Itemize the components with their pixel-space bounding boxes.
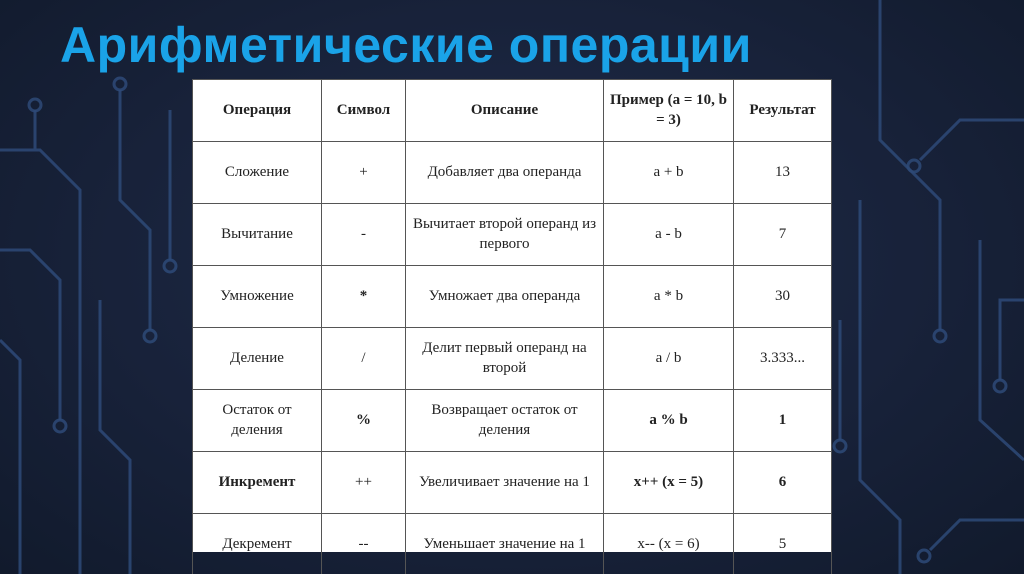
cell-result: 6 <box>734 452 832 514</box>
cell-example: a * b <box>604 266 734 328</box>
cell-description: Возвращает остаток от деления <box>406 390 604 452</box>
cell-description: Увеличивает значение на 1 <box>406 452 604 514</box>
cell-result: 5 <box>734 514 832 574</box>
operations-table-container <box>192 79 831 552</box>
cell-example: x-- (x = 6) <box>604 514 734 574</box>
cell-symbol: + <box>322 142 406 204</box>
header-symbol: Символ <box>322 80 406 142</box>
header-example: Пример (a = 10, b = 3) <box>604 80 734 142</box>
cell-description: Делит первый операнд на второй <box>406 328 604 390</box>
cell-operation: Вычитание <box>193 204 322 266</box>
cell-result: 30 <box>734 266 832 328</box>
cell-example: a + b <box>604 142 734 204</box>
cell-operation: Деление <box>193 328 322 390</box>
cell-operation: Сложение <box>193 142 322 204</box>
cell-result: 7 <box>734 204 832 266</box>
operations-table <box>192 79 832 574</box>
table-row <box>193 204 832 266</box>
table-row <box>193 390 832 452</box>
cell-result: 3.333... <box>734 328 832 390</box>
table-header-row <box>193 80 832 142</box>
cell-operation: Остаток от деления <box>193 390 322 452</box>
cell-operation: Инкремент <box>193 452 322 514</box>
cell-example: a % b <box>604 390 734 452</box>
cell-symbol: ++ <box>322 452 406 514</box>
slide-title: Арифметические операции <box>60 17 752 73</box>
cell-symbol: -- <box>322 514 406 574</box>
cell-operation: Декремент <box>193 514 322 574</box>
cell-example: a / b <box>604 328 734 390</box>
cell-symbol: / <box>322 328 406 390</box>
cell-description: Умножает два операнда <box>406 266 604 328</box>
header-description: Описание <box>406 80 604 142</box>
header-operation: Операция <box>193 80 322 142</box>
cell-operation: Умножение <box>193 266 322 328</box>
header-result: Результат <box>734 80 832 142</box>
table-row <box>193 266 832 328</box>
cell-symbol: % <box>322 390 406 452</box>
cell-symbol: - <box>322 204 406 266</box>
table-row <box>193 452 832 514</box>
cell-description: Уменьшает значение на 1 <box>406 514 604 574</box>
cell-description: Вычитает второй операнд из первого <box>406 204 604 266</box>
cell-result: 13 <box>734 142 832 204</box>
table-row <box>193 514 832 574</box>
table-row <box>193 328 832 390</box>
cell-example: x++ (x = 5) <box>604 452 734 514</box>
cell-result: 1 <box>734 390 832 452</box>
table-row <box>193 142 832 204</box>
cell-description: Добавляет два операнда <box>406 142 604 204</box>
cell-example: a - b <box>604 204 734 266</box>
cell-symbol: * <box>322 266 406 328</box>
